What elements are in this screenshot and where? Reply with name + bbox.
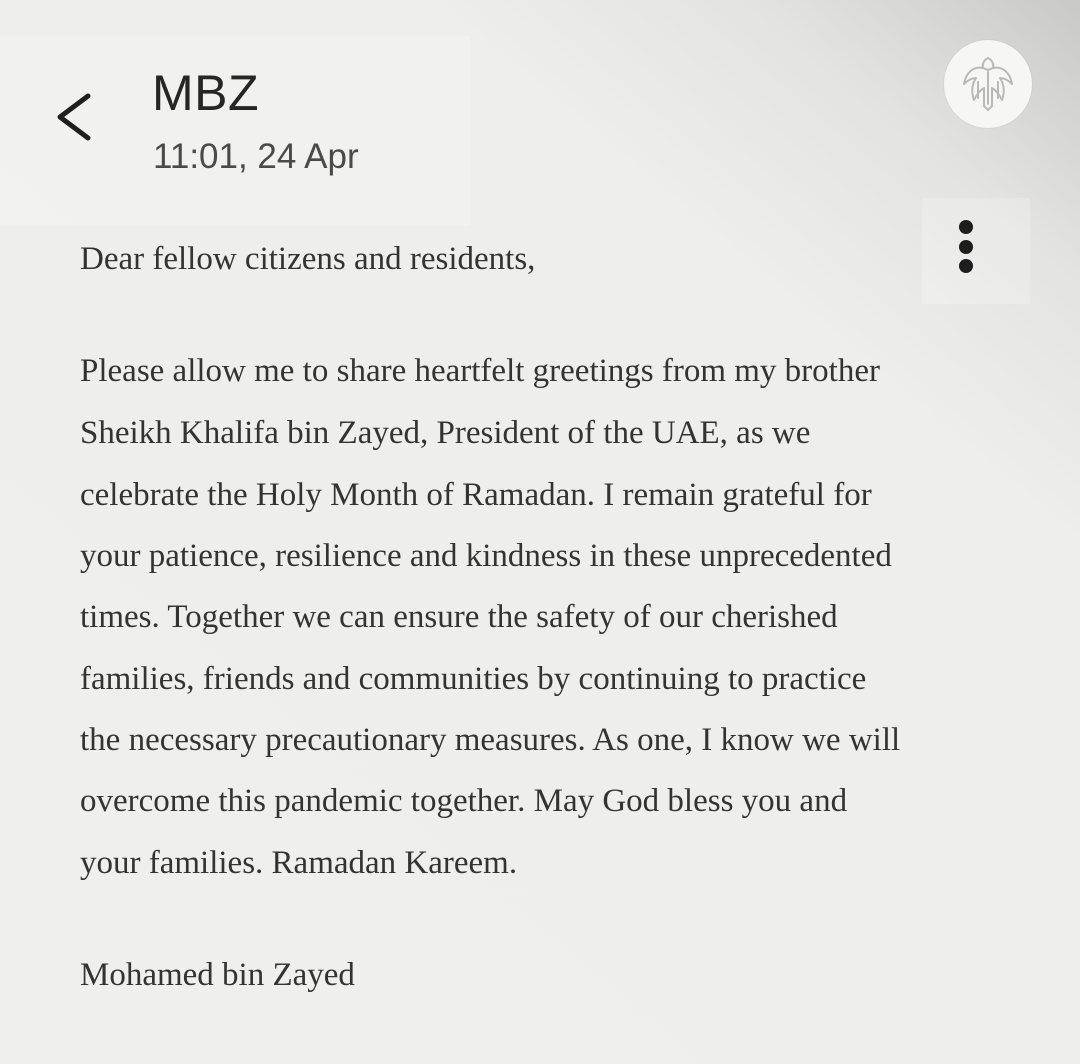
message-line: your patience, resilience and kindness in these unprecedented — [80, 538, 892, 574]
message-timestamp: 11:01, 24 Apr — [153, 137, 359, 176]
message-line: overcome this pandemic together. May God bless you and — [80, 783, 848, 819]
message-line: celebrate the Holy Month of Ramadan. I remain grateful for — [80, 477, 872, 513]
message-line: the necessary precautionary measures. As one, I know we will — [80, 722, 901, 758]
message-greeting: Dear fellow citizens and residents, — [80, 241, 536, 277]
message-signature: Mohamed bin Zayed — [80, 957, 355, 993]
message-line: times. Together we can ensure the safety of our cherished — [80, 599, 838, 635]
message-line: Please allow me to share heartfelt greetings from my brother — [80, 353, 880, 389]
message-line: your families. Ramadan Kareem. — [80, 845, 518, 881]
more-options-button[interactable] — [942, 214, 992, 278]
back-button[interactable] — [48, 82, 104, 152]
falcon-emblem-icon — [944, 40, 1032, 128]
message-line: Sheikh Khalifa bin Zayed, President of the UAE, as we — [80, 415, 811, 451]
message-line: families, friends and communities by continuing to practice — [80, 661, 867, 697]
chevron-left-icon — [48, 82, 104, 152]
sender-name: MBZ — [152, 65, 260, 121]
